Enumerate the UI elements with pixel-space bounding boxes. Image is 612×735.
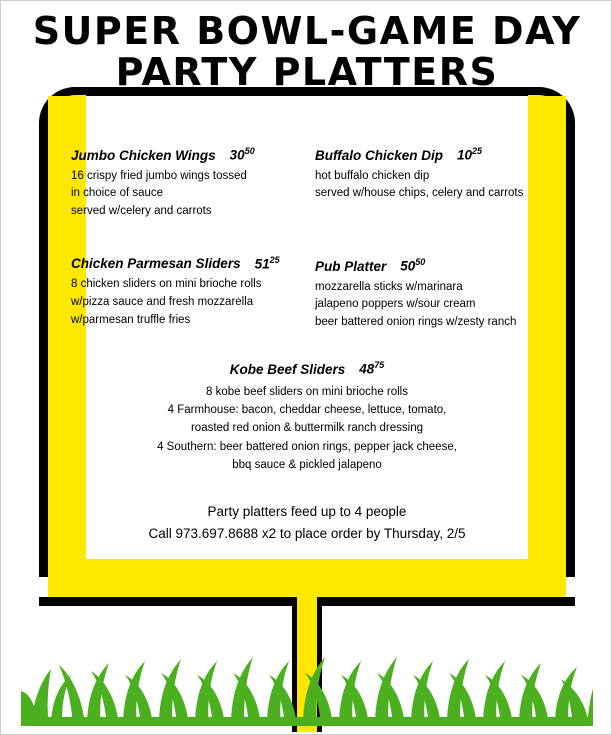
menu-item-description (71, 168, 299, 221)
desc-line: mozzarella sticks w/marinara (315, 280, 463, 293)
desc-line: in choice of sauce (71, 187, 164, 200)
menu-item-header (71, 146, 299, 163)
menu-item-kobe-beef-sliders (71, 360, 543, 474)
menu-item-jumbo-chicken-wings (71, 146, 299, 221)
menu-column-right (315, 146, 543, 354)
menu-item-price (400, 257, 425, 274)
price-cents: 25 (269, 254, 280, 265)
desc-line: 8 chicken sliders on mini brioche rolls (71, 278, 262, 291)
menu-item-header (315, 257, 543, 274)
price-cents: 50 (415, 257, 426, 268)
menu-item-description (71, 276, 299, 329)
menu-item-header (315, 146, 543, 163)
desc-line: jalapeno poppers w/sour cream (315, 298, 476, 311)
desc-line: served w/house chips, celery and carrots (315, 187, 524, 200)
menu-item-price (255, 255, 280, 272)
menu-item-buffalo-chicken-dip (315, 146, 543, 203)
menu-columns (71, 146, 543, 354)
desc-line: hot buffalo chicken dip (315, 169, 430, 182)
price-dollars: 48 (359, 361, 375, 377)
menu-item-description (315, 168, 543, 204)
menu-item-name: Buffalo Chicken Dip (315, 147, 444, 163)
menu-item-price (230, 146, 255, 163)
menu-item-header (71, 255, 299, 272)
menu-item-chicken-parmesan-sliders (71, 255, 299, 330)
serving-note: Party platters feed up to 4 people (207, 503, 407, 519)
menu-item-name: Pub Platter (315, 258, 387, 274)
desc-line: w/parmesan truffle fries (71, 314, 191, 327)
menu-item-price (457, 146, 482, 163)
desc-line: 4 Farmhouse: bacon, cheddar cheese, lettuce, tomato, (167, 403, 447, 416)
title-line-2: PARTY PLATTERS (115, 50, 499, 95)
desc-line: beer battered onion rings w/zesty ranch (315, 316, 517, 329)
desc-line: 16 crispy fried jumbo wings tossed (71, 169, 247, 182)
goalpost-crossbar (48, 559, 566, 597)
price-dollars: 10 (457, 147, 473, 163)
desc-line: 8 kobe beef sliders on mini brioche rolls (206, 385, 408, 398)
desc-line: bbq sauce & pickled jalapeno (232, 459, 382, 472)
grass-graphic (21, 631, 593, 726)
price-dollars: 30 (229, 147, 245, 163)
title-line-1: SUPER BOWL-GAME DAY (32, 9, 582, 53)
page-title (1, 11, 612, 93)
order-phone-note: Call 973.697.8688 x2 to place order by Thursday, 2/5 (148, 525, 466, 541)
menu-item-name: Jumbo Chicken Wings (71, 147, 216, 163)
price-cents: 25 (472, 146, 483, 156)
price-dollars: 51 (254, 256, 270, 272)
order-info (71, 501, 543, 546)
desc-line: 4 Southern: beer battered onion rings, pepper jack cheese, (157, 440, 457, 453)
price-cents: 75 (374, 360, 385, 371)
menu-item-header (230, 360, 385, 377)
menu-item-name: Chicken Parmesan Sliders (71, 256, 241, 272)
price-dollars: 50 (400, 258, 416, 274)
menu-item-pub-platter (315, 257, 543, 332)
menu-item-name: Kobe Beef Sliders (229, 361, 346, 377)
price-cents: 50 (244, 146, 255, 156)
menu-content (71, 146, 543, 545)
menu-item-description (71, 383, 543, 475)
menu-item-price (359, 360, 384, 377)
menu-column-left (71, 146, 299, 354)
desc-line: served w/celery and carrots (71, 205, 212, 218)
menu-item-description (315, 279, 543, 332)
desc-line: roasted red onion & buttermilk ranch dressing (190, 422, 424, 435)
desc-line: w/pizza sauce and fresh mozzarella (71, 296, 254, 309)
